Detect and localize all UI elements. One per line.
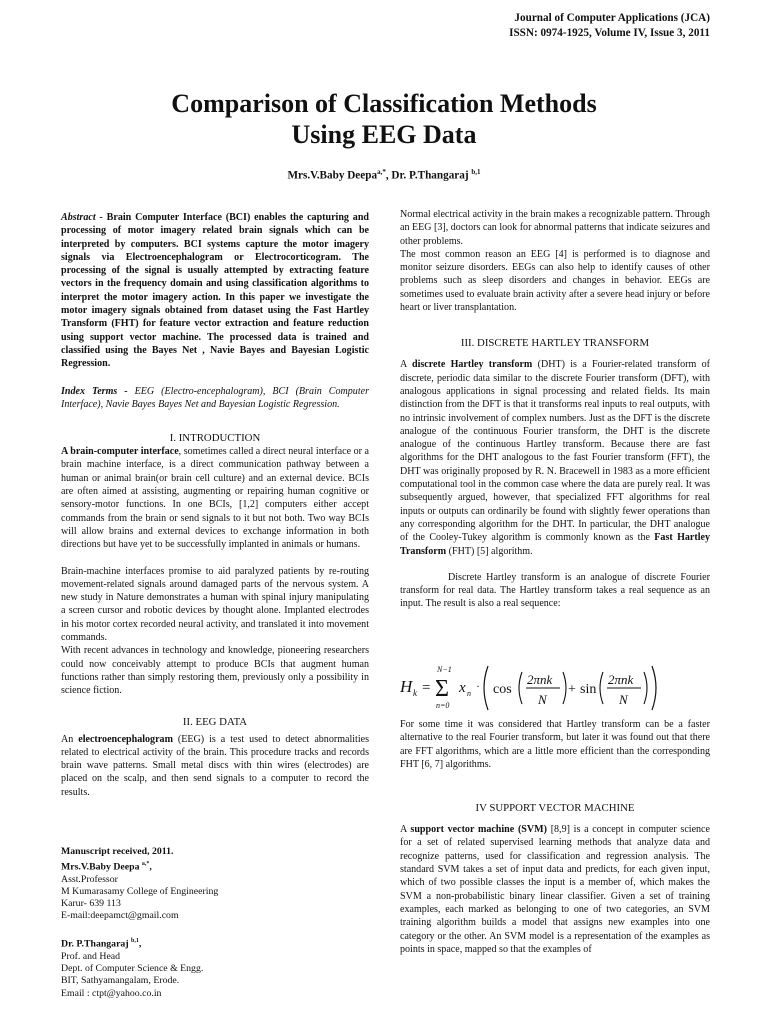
hartley-equation xyxy=(400,660,710,716)
right-para-1: Normal electrical activity in the brain makes a recognizable pattern. Through an EEG [3], doctors can look for abnormal patterns that indicate seizures and other problems. xyxy=(400,209,710,247)
section-1-para-1-text: , sometimes called a direct neural interface or a brain machine interface, is a direct communication pathway between a human or animal brain(or brain cell culture) and an external device. BCIs are often aimed at assisting, augmenting or repairing human cognitive or sensory-motor functions. In one BCIs, [1,2] computers either accept commands from the brain or send signals to it but not both. Two way BCIs will allow brains and external devices to exchange information in both directions but have yet to be successfully implanted in animals or humans. xyxy=(61,446,369,551)
bci-term: A brain-computer interface xyxy=(61,446,179,458)
svm-term: support vector machine (SVM) xyxy=(410,824,547,836)
author-2-sup: b,1 xyxy=(471,168,481,176)
eeg-term: electroencephalogram xyxy=(78,733,173,745)
eq-num-2: 2πnk xyxy=(608,672,634,687)
section-4-heading: IV SUPPORT VECTOR MACHINE xyxy=(475,802,635,815)
eq-lhs: H xyxy=(400,677,413,696)
section-4-para-1-text: [8,9] is a concept in computer science for a set of related supervised learning methods that analyze data and recognize patterns, used for classification and regression analysis. The standard SVM takes a set of input data and predicts, for each given input, which of two possible classes the input is a member of, which makes the SVM a non-probabilistic binary linear classifier. Given a set of training examples, each marked as belonging to one of two categories, an SVM training algorithm builds a model that assigns new examples into one category or the other. An SVM model is a representation of the examples as points in space, mapped so that the examples of xyxy=(400,824,710,955)
title-line-2: Using EEG Data xyxy=(291,120,477,149)
section-1-para-1 xyxy=(61,445,369,551)
section-3-heading: III. DISCRETE HARTLEY TRANSFORM xyxy=(460,337,650,350)
fn-a2-line: Prof. and Head xyxy=(61,950,121,962)
eq-paren-left-2 xyxy=(600,672,603,704)
section-2-para-1 xyxy=(61,733,369,799)
fn-a2-line: BIT, Sathyamangalam, Erode. xyxy=(61,975,180,987)
abstract-text: Brain Computer Interface (BCI) enables the capturing and processing of motor imagery related brain signals which can be interpreted by computers. BCI systems capture the motor imagery signals via Electroencephalogram or Electrocorticogram. The processing of the signal is usually attempted by extracting feature vectors in the frequency domain and using classification algorithms to interpret the motor imagery action. In this paper we investigate the motor imagery signals obtained from dataset using the Fast Hartley Transform (FHT) for feature vector extraction and feature reduction using support vector machine. The processed data is trained and classified using the Bayes Net , Navie Bayes and Bayesian Logistic Regression. xyxy=(61,212,369,370)
index-terms-label: Index Terms - xyxy=(61,385,135,397)
fn-a2-email: Email : ctpt@yahoo.co.in xyxy=(61,987,162,999)
authors xyxy=(0,168,768,182)
eq-sum-bottom: n=0 xyxy=(436,701,450,710)
eq-paren-right-1 xyxy=(563,672,566,704)
manuscript-received: Manuscript received, 2011. xyxy=(61,846,174,857)
abstract-label: Abstract - xyxy=(61,212,107,223)
eq-paren-right-2 xyxy=(644,672,647,704)
eq-paren-left-1 xyxy=(519,672,522,704)
eq-dot: · xyxy=(476,679,480,693)
dht-term: discrete Hartley transform xyxy=(412,359,533,371)
footnote-author-2-sup: b,1 xyxy=(131,938,139,945)
author-separator: , xyxy=(385,169,392,182)
fht-term: Fast Hartley Transform xyxy=(400,532,710,557)
section-3-para-1 xyxy=(400,358,710,557)
author-2: Dr. P.Thangaraj xyxy=(391,169,469,182)
right-column xyxy=(400,208,710,611)
footnote-author-1: Mrs.V.Baby Deepa $^{a,*}$, xyxy=(61,861,152,873)
eq-sum-top: N−1 xyxy=(437,665,452,674)
fn-a1-line: Karur- 639 113 xyxy=(61,898,121,910)
section-3-para-3: For some time it was considered that Hartley transform can be a faster alternative to the real Fourier transform, but later it was found out that there are FFT algorithms, which are a little more efficient than the corresponding FHT [6, 7] algorithms. xyxy=(400,719,710,770)
section-3-para-2: Discrete Hartley transform is an analogue of discrete Fourier transform for real data. The Hartley transform takes a real sequence as an input. The result is also a real sequence: xyxy=(400,571,710,610)
section-3-para-1-text: (DHT) is a Fourier-related transform of discrete, periodic data similar to the discrete Fourier transform (DFT), with analogous applications in signal processing and related fields. Its main distinction from the DFT is that it transforms real inputs to real outputs, with no intrinsic involvement of complex numbers. Just as the DFT is the discrete analogue of the continuous Fourier transform, the DHT is the discrete analogue of the continuous Hartley transform. Because there are fast algorithms for the DHT analogous to the fast Fourier transform (FFT), the DHT was originally proposed by R. N. Bracewell in 1983 as a more efficient computational tool in the common case where the data are purely real. It was subsequently argued, however, that specialized FFT algorithms for real inputs or outputs can ordinarily be found with slightly fewer operations than any corresponding algorithm for the DHT. In particular, the DHT analogue of the Cooley-Tukey algorithm is commonly known as the xyxy=(400,359,710,544)
footnote-author-1-sup: a,* xyxy=(141,861,150,868)
eq-x-sub: n xyxy=(467,689,471,698)
fn-a1-line: Asst.Professor xyxy=(61,873,118,885)
right-column-lower xyxy=(400,718,710,956)
section-3-para-1-end: (FHT) [5] algorithm. xyxy=(446,545,533,557)
eq-plus: + xyxy=(568,682,576,697)
fn-a1-email: E-mail:deepamct@gmail.com xyxy=(61,910,179,922)
eq-sum: Σ xyxy=(435,676,449,702)
eq-lhs-sub: k xyxy=(413,688,417,698)
eq-outer-paren-left xyxy=(484,666,488,710)
index-terms-text: EEG (Electro-encephalogram), BCI (Brain Computer Interface), Navie Bayes Bayes Net and Bayesian Logistic Regression. xyxy=(61,385,369,410)
section-1-heading: I. INTRODUCTION xyxy=(169,432,261,445)
paper-title xyxy=(0,88,768,150)
section-2-heading: II. EEG DATA xyxy=(182,715,248,728)
section-4-para-1 xyxy=(400,823,710,956)
eq-outer-paren-right xyxy=(652,666,656,710)
section-4-pre: A xyxy=(400,824,411,836)
section-1-para-3: With recent advances in technology and knowledge, pioneering researchers could now conceivably attempt to produce BCIs that augment human functions rather than simply restoring them, previously only a possibility in science fiction. xyxy=(61,645,369,697)
section-1-para-2: Brain-machine interfaces promise to aid paralyzed patients by re-routing movement-related signals around damaged parts of the nervous system. A new study in Nature demonstrates a human with spinal injury manipulating a screen cursor and robotic devices by thought alone. Implanted electrodes in his motor cortex recorded neural activity, and translated it into movement commands. xyxy=(61,565,369,644)
fn-a2-line: Dept. of Computer Science & Engg. xyxy=(61,963,204,975)
eq-x: x xyxy=(459,680,466,696)
journal-issn: ISSN: 0974-1925, Volume IV, Issue 3, 2011 xyxy=(509,27,710,39)
author-1: Mrs.V.Baby Deepa xyxy=(287,169,378,182)
journal-header xyxy=(509,11,710,41)
eq-den-2: N xyxy=(619,692,628,707)
footnote-author-2-name: Dr. P.Thangaraj xyxy=(61,938,129,950)
right-para-2: The most common reason an EEG [4] is performed is to diagnose and monitor seizure disorders. EEGs can also help to identify causes of other problems such as sleep disorders and changes in behavior. EEGs are sometimes used to evaluate brain activity after a severe head injury or before heart or liver transplantation. xyxy=(400,248,710,314)
fn-a1-line: M Kumarasamy College of Engineering xyxy=(61,885,219,897)
section-2-para-1-text: (EEG) is a test used to detect abnormalities related to electrical activity of the brain. This procedure tracks and records brain wave patterns. Small metal discs with thin wires (electrodes) are placed on the scalp, and then send signals to a computer to record the results. xyxy=(61,733,369,798)
footnote-author-1-name: Mrs.V.Baby Deepa xyxy=(61,861,140,873)
eq-equals: = xyxy=(422,680,431,696)
section-3-pre: A xyxy=(400,359,412,371)
eq-cos: cos xyxy=(493,682,512,697)
section-2-pre: An xyxy=(61,733,79,745)
left-column xyxy=(61,211,369,799)
eq-num-1: 2πnk xyxy=(527,672,553,687)
author-footnote xyxy=(61,846,369,1000)
eq-den-1: N xyxy=(538,692,547,707)
abstract xyxy=(61,211,369,371)
title-line-1: Comparison of Classification Methods xyxy=(171,89,597,118)
author-1-sup: a,* xyxy=(377,168,386,176)
journal-name: Journal of Computer Applications (JCA) xyxy=(514,12,710,24)
eq-sin: sin xyxy=(580,682,597,697)
index-terms xyxy=(61,385,369,412)
footnote-author-2: Dr. P.Thangaraj $^{b,1}$, xyxy=(61,938,142,950)
